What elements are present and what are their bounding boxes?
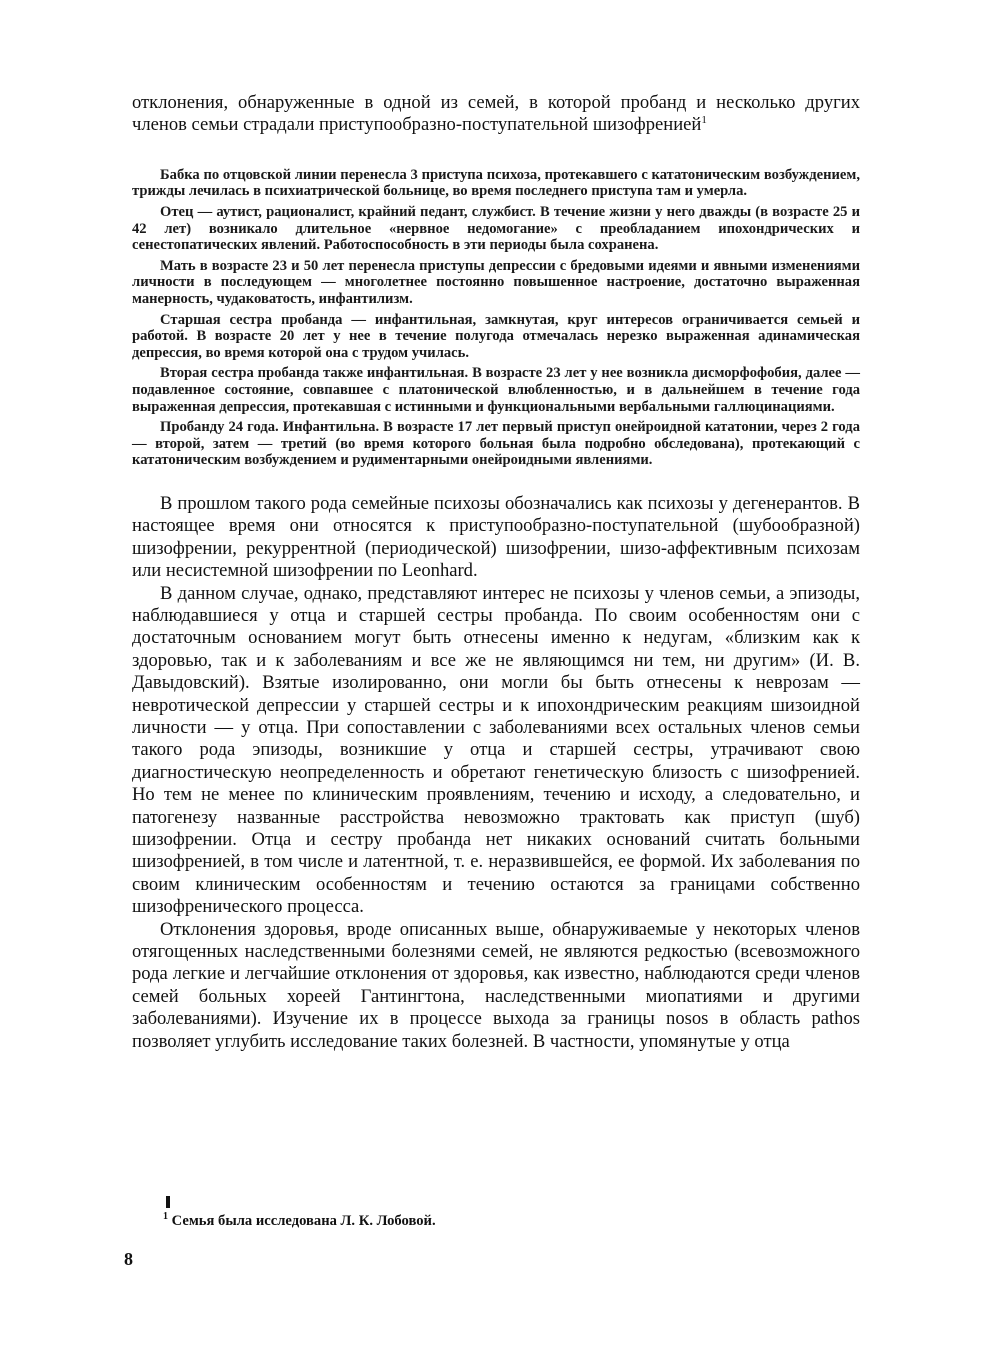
case-detail-second-sister: Вторая сестра пробанда также инфантильная. В возрасте 23 лет у нее возникла дисморфофобия, далее — подавленное состояние, совпавшее с платонической влюбленностью, и в дальнейшем в течение года выраженная депрессия, протекавшая с истинными и функциональными вербальными галлюцинациями. (132, 365, 860, 415)
page-text-column (132, 92, 860, 1053)
body-paragraph-2: В данном случае, однако, представляют интерес не психозы у членов семьи, а эпизоды, наблюдавшиеся у отца и старшей сестры пробанда. По своим особенностям они с достаточным основанием могут быть отнесены именно к недугам, «близким как к здоровью, так и к заболеваниям и все же не являющимся ни тем, ни другим» (И. В. Давыдовский). Взятые изолированно, они могли бы быть отнесены к неврозам — невротической депрессии у старшей сестры и к ипохондрическим реакциям шизоидной личности — у отца. При сопоставлении с заболеваниями всех остальных членов семьи такого рода эпизоды, возникшие у отца и старшей сестры, утрачивают свою диагностическую неопределенность и обретают генетическую близость с шизофренией. Но тем не менее по клиническим проявлениям, течению и исходу, а следовательно, и патогенезу названные расстройства невозможно трактовать как приступ (шуб) шизофрении. Отца и сестру пробанда нет никаких оснований считать больными шизофренией, в том числе и латентной, т. е. неразвившейся, ее формой. Их заболевания по своим клиническим особенностям и течению остаются за границами собственно шизофренического процесса. (132, 582, 860, 918)
footnote (163, 1213, 436, 1230)
case-detail-mother: Мать в возрасте 23 и 50 лет перенесла приступы депрессии с бредовыми идеями и явными изменениями личности в последующем — многолетнее постоянно повышенное настроение, достаточно выраженная манерность, чудаковатость, инфантилизм. (132, 257, 860, 307)
page-number: 8 (124, 1249, 133, 1269)
body-paragraph-3: Отклонения здоровья, вроде описанных выше, обнаруживаемые у некоторых членов отягощенных наследственными болезнями семей, не являются редкостью (всевозможного рода легкие и легчайшие отклонения от здоровья, как известно, наблюдаются среди членов семей больных хореей Гантингтона, наследственными миопатиями и другими заболеваниями). Изучение их в процессе выхода за границы nosos в область pathos позволяет углубить исследование таких болезней. В частности, упомянутые у отца (132, 918, 860, 1052)
footnote-text: Семья была исследована Л. К. Лобовой. (171, 1213, 436, 1229)
case-detail-father: Отец — аутист, рационалист, крайний педант, службист. В течение жизни у него дважды (в возрасте 25 и 42 лет) возникало длительное «нервное недомогание» с преобладанием ипохондрических и сенестопатических явлений. Работоспособность в эти периоды была сохранена. (132, 204, 860, 254)
case-detail-older-sister: Старшая сестра пробанда — инфантильная, замкнутая, круг интересов ограничивается семьей и работой. В возрасте 20 лет у нее в течение полугода отмечалась нерезко выраженная адинамическая депрессия, во время которой она с трудом училась. (132, 311, 860, 361)
footnote-number: 1 (163, 1211, 168, 1223)
intro-paragraph (132, 92, 860, 137)
footnote-separator-mark (166, 1196, 170, 1208)
footnote-ref: 1 (701, 114, 707, 127)
case-detail-grandmother: Бабка по отцовской линии перенесла 3 приступа психоза, протекавшего с кататоническим возбуждением, трижды лечилась в психиатрической больнице, во время последнего приступа там и умерла. (132, 166, 860, 200)
intro-text: отклонения, обнаруженные в одной из семей, в которой пробанд и несколько других членов семьи страдали приступообразно-поступательной шизофренией (132, 92, 860, 136)
case-detail-proband: Пробанду 24 года. Инфантильна. В возрасте 17 лет первый приступ онейроидной кататонии, через 2 года — второй, затем — третий (во время которого больная была подробно обследована), протекающий с кататоническим возбуждением и рудиментарными онейроидными явлениями. (132, 419, 860, 469)
body-paragraph-1: В прошлом такого рода семейные психозы обозначались как психозы у дегенерантов. В настоящее время они относятся к приступообразно-поступательной (шубообразной) шизофрении, рекуррентной (периодической) шизофрении, шизо-аффективным психозам или несистемной шизофрении по Leonhard. (132, 492, 860, 582)
case-details-block (132, 167, 860, 469)
